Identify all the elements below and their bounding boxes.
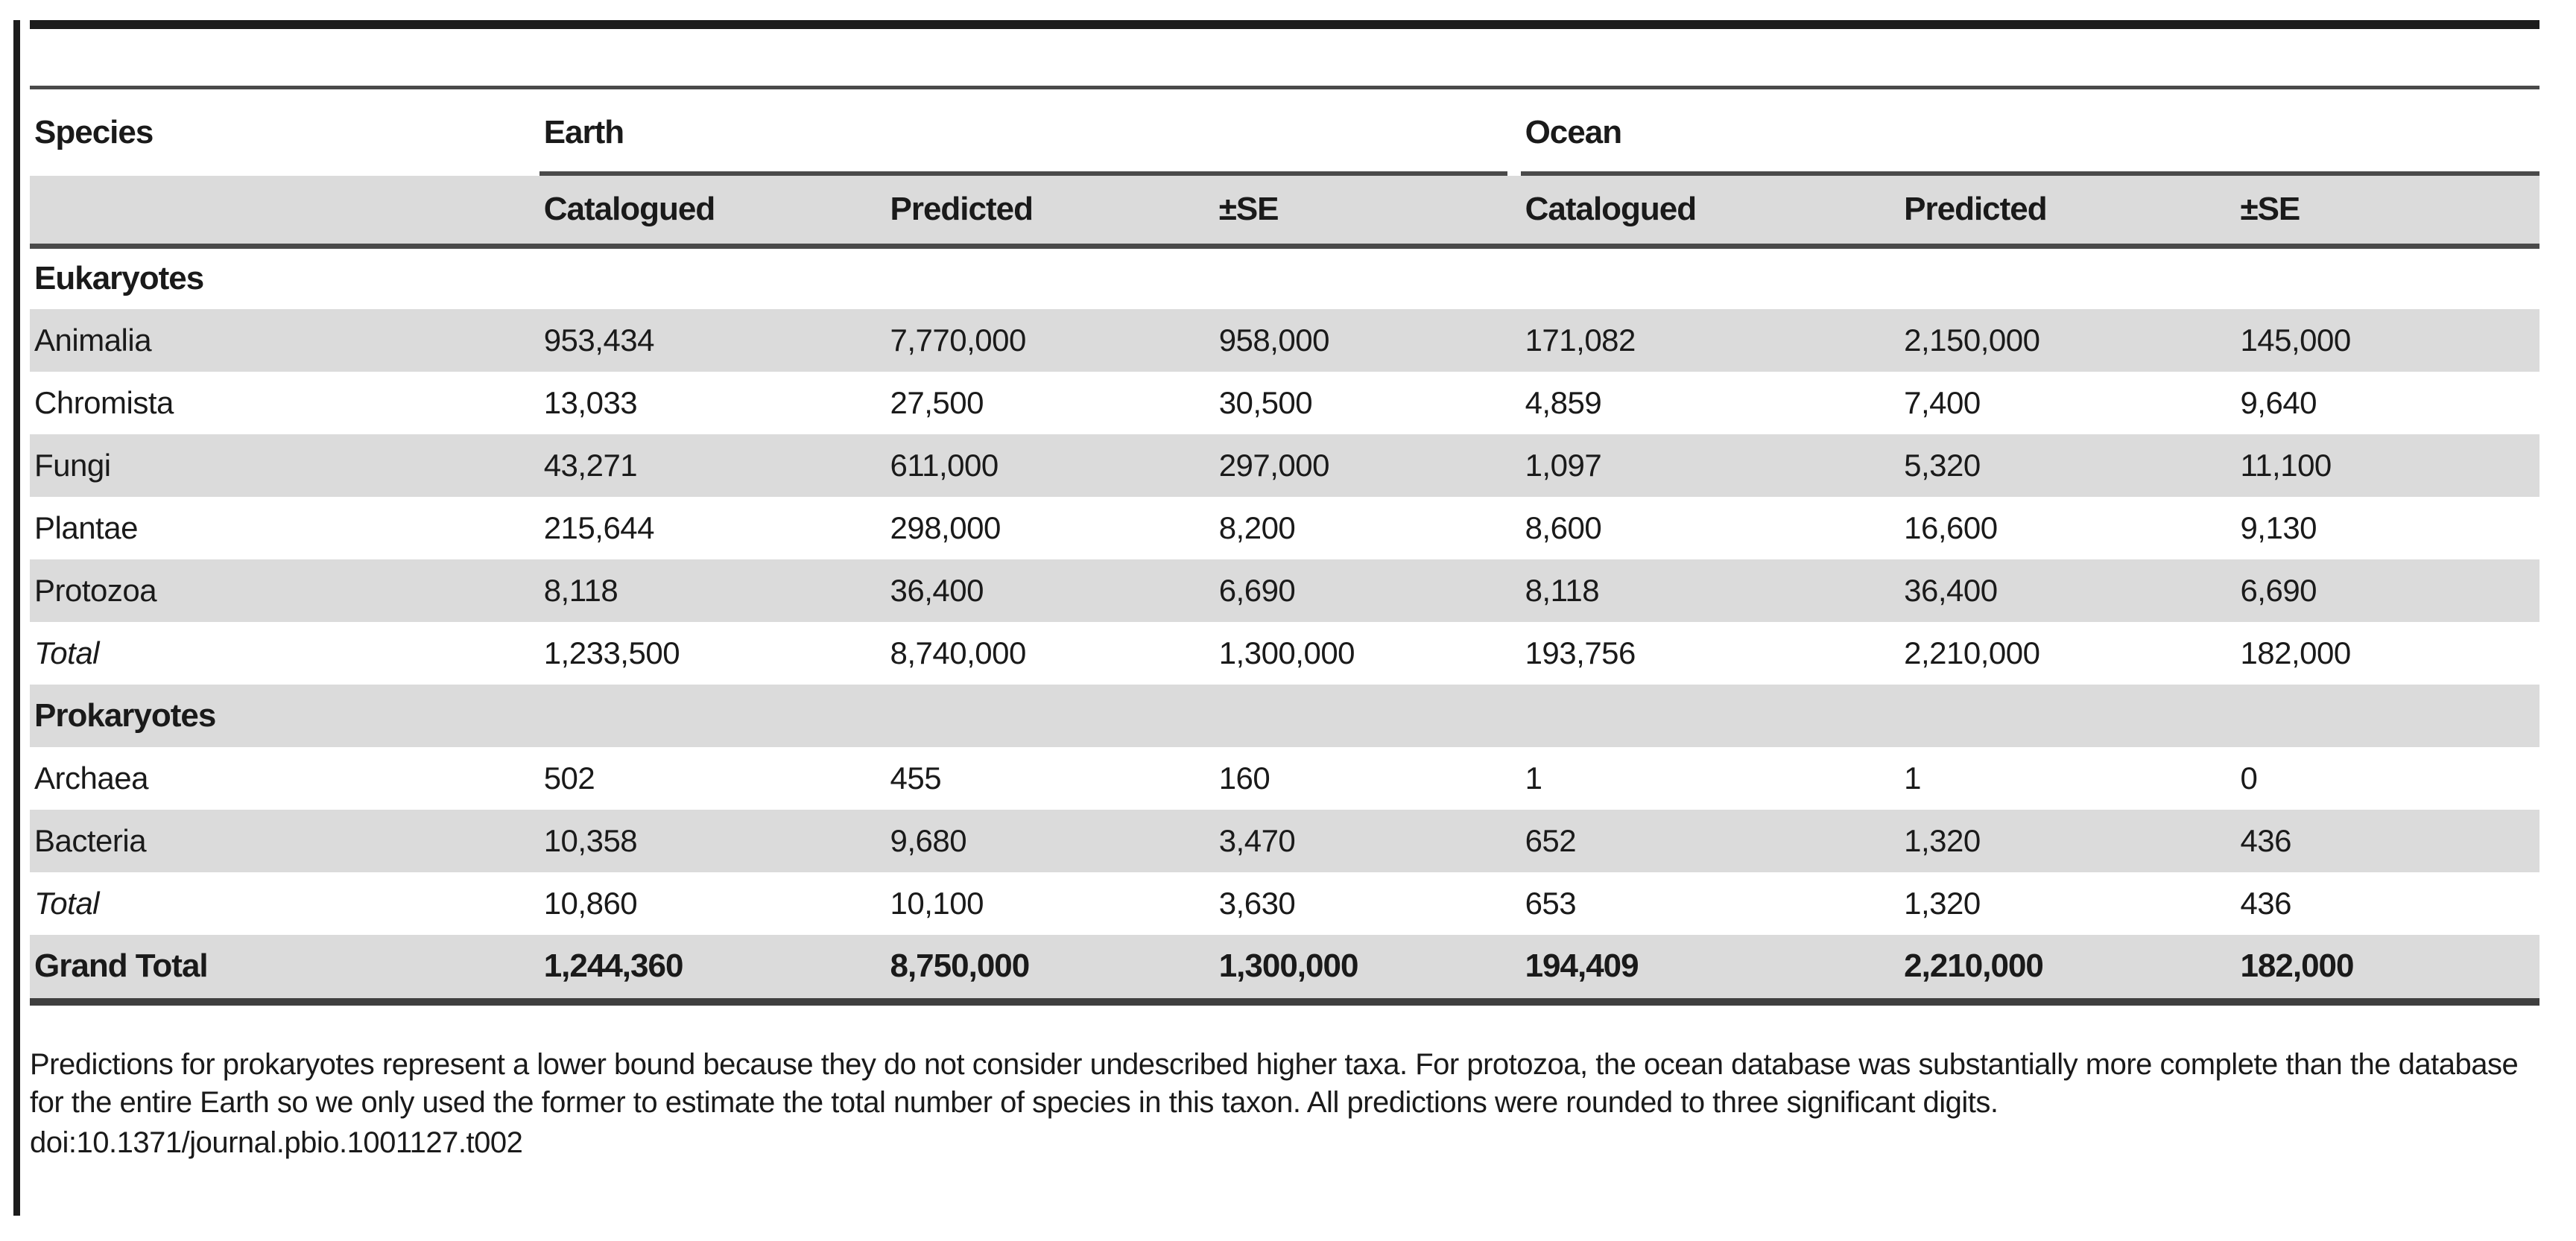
value-cell: 8,118 [543, 572, 618, 608]
table-row [30, 309, 2539, 372]
species-cell: Chromista [34, 384, 174, 420]
value-cell: 1 [1904, 760, 1921, 796]
grand-total-label: Grand Total [30, 935, 539, 1002]
value-cell: 953,434 [543, 322, 655, 358]
column-header-earth-predicted: Predicted [885, 176, 1214, 247]
value-cell: 2,150,000 [1904, 322, 2040, 358]
group-header-ocean: Ocean [1521, 88, 2539, 176]
column-header-earth-se: ±SE [1215, 176, 1521, 247]
value-cell: 653 [1525, 885, 1577, 921]
left-edge-rule [13, 20, 20, 1216]
column-header-ocean-predicted: Predicted [1899, 176, 2235, 247]
value-cell: 652 [1525, 822, 1577, 858]
value-cell: 1,300,000 [1215, 935, 1521, 1002]
value-cell: 2,210,000 [1899, 935, 2235, 1002]
table-row [30, 747, 2539, 810]
doi-line: doi:10.1371/journal.pbio.1001127.t002 [30, 1126, 523, 1159]
table-row [30, 810, 2539, 872]
value-cell: 193,756 [1525, 635, 1636, 670]
subheader-spacer [30, 176, 539, 247]
value-cell: 8,600 [1525, 510, 1602, 545]
value-cell: 3,470 [1218, 822, 1296, 858]
table-row [30, 497, 2539, 559]
section-header-row [30, 247, 2539, 309]
section-header-cell: Prokaryotes [34, 696, 216, 734]
value-cell: 1,097 [1525, 447, 1602, 483]
value-cell: 4,859 [1525, 384, 1602, 420]
value-cell: 1,320 [1904, 822, 1981, 858]
value-cell: 9,640 [2240, 384, 2317, 420]
species-cell: Archaea [34, 760, 148, 796]
value-cell: 182,000 [2240, 635, 2351, 670]
value-cell: 8,750,000 [885, 935, 1214, 1002]
value-cell: 145,000 [2240, 322, 2351, 358]
value-cell: 1,233,500 [543, 635, 680, 670]
value-cell: 1,244,360 [539, 935, 886, 1002]
value-cell: 502 [543, 760, 595, 796]
value-cell: 11,100 [2240, 447, 2332, 483]
value-cell: 436 [2240, 885, 2292, 921]
value-cell: 194,409 [1521, 935, 1900, 1002]
table-content [30, 0, 2539, 1160]
value-cell: 8,118 [1525, 572, 1600, 608]
value-cell: 8,740,000 [890, 635, 1026, 670]
value-cell: 1,320 [1904, 885, 1981, 921]
section-header-cell: Eukaryotes [34, 260, 204, 297]
species-cell: Fungi [34, 447, 111, 483]
value-cell: 10,100 [890, 885, 984, 921]
value-cell: 1 [1525, 760, 1542, 796]
total-row [30, 622, 2539, 685]
value-cell: 297,000 [1218, 447, 1330, 483]
value-cell: 7,400 [1904, 384, 1981, 420]
group-header-earth: Earth [539, 88, 1521, 176]
value-cell: 958,000 [1218, 322, 1330, 358]
value-cell: 10,860 [543, 885, 638, 921]
grand-total-row [30, 935, 2539, 1002]
column-header-earth-catalogued: Catalogued [539, 176, 886, 247]
value-cell: 9,680 [890, 822, 967, 858]
value-cell: 1,300,000 [1218, 635, 1355, 670]
species-cell: Animalia [34, 322, 152, 358]
table-row [30, 372, 2539, 434]
table-row [30, 559, 2539, 622]
value-cell: 455 [890, 760, 942, 796]
table-footnote: Predictions for prokaryotes represent a lower bound because they do not consider undescribed higher taxa. For protozoa, the ocean database was substantially more complete than the database for the entire Earth so we only used the former to estimate the total number of species in this taxon. All predictions were rounded to three significant digits. [30, 1047, 2519, 1119]
table-subheader-row [30, 176, 2539, 247]
value-cell: 298,000 [890, 510, 1001, 545]
value-cell: 5,320 [1904, 447, 1981, 483]
value-cell: 43,271 [543, 447, 638, 483]
value-cell: 3,630 [1218, 885, 1296, 921]
column-header-ocean-se: ±SE [2235, 176, 2539, 247]
column-header-ocean-catalogued: Catalogued [1521, 176, 1900, 247]
table-body [30, 247, 2539, 1002]
value-cell: 8,200 [1218, 510, 1296, 545]
value-cell: 6,690 [2240, 572, 2317, 608]
value-cell: 6,690 [1218, 572, 1296, 608]
species-cell: Total [34, 635, 100, 670]
value-cell: 13,033 [543, 384, 638, 420]
value-cell: 182,000 [2235, 935, 2539, 1002]
total-row [30, 872, 2539, 935]
table-row [30, 434, 2539, 497]
species-cell: Plantae [34, 510, 138, 545]
value-cell: 7,770,000 [890, 322, 1026, 358]
table-header-row [30, 88, 2539, 176]
species-estimates-table [30, 86, 2539, 1006]
value-cell: 2,210,000 [1904, 635, 2040, 670]
value-cell: 36,400 [890, 572, 984, 608]
section-header-row [30, 685, 2539, 747]
value-cell: 0 [2240, 760, 2258, 796]
column-header-species: Species [34, 113, 154, 150]
value-cell: 215,644 [543, 510, 655, 545]
value-cell: 10,358 [543, 822, 638, 858]
species-cell: Total [34, 885, 100, 921]
value-cell: 171,082 [1525, 322, 1636, 358]
value-cell: 436 [2240, 822, 2292, 858]
species-cell: Bacteria [34, 822, 147, 858]
value-cell: 9,130 [2240, 510, 2317, 545]
value-cell: 36,400 [1904, 572, 1998, 608]
species-cell: Protozoa [34, 572, 157, 608]
value-cell: 30,500 [1218, 384, 1313, 420]
value-cell: 27,500 [890, 384, 984, 420]
value-cell: 160 [1218, 760, 1270, 796]
top-edge-rule [30, 20, 2539, 29]
value-cell: 16,600 [1904, 510, 1998, 545]
value-cell: 611,000 [890, 447, 999, 483]
